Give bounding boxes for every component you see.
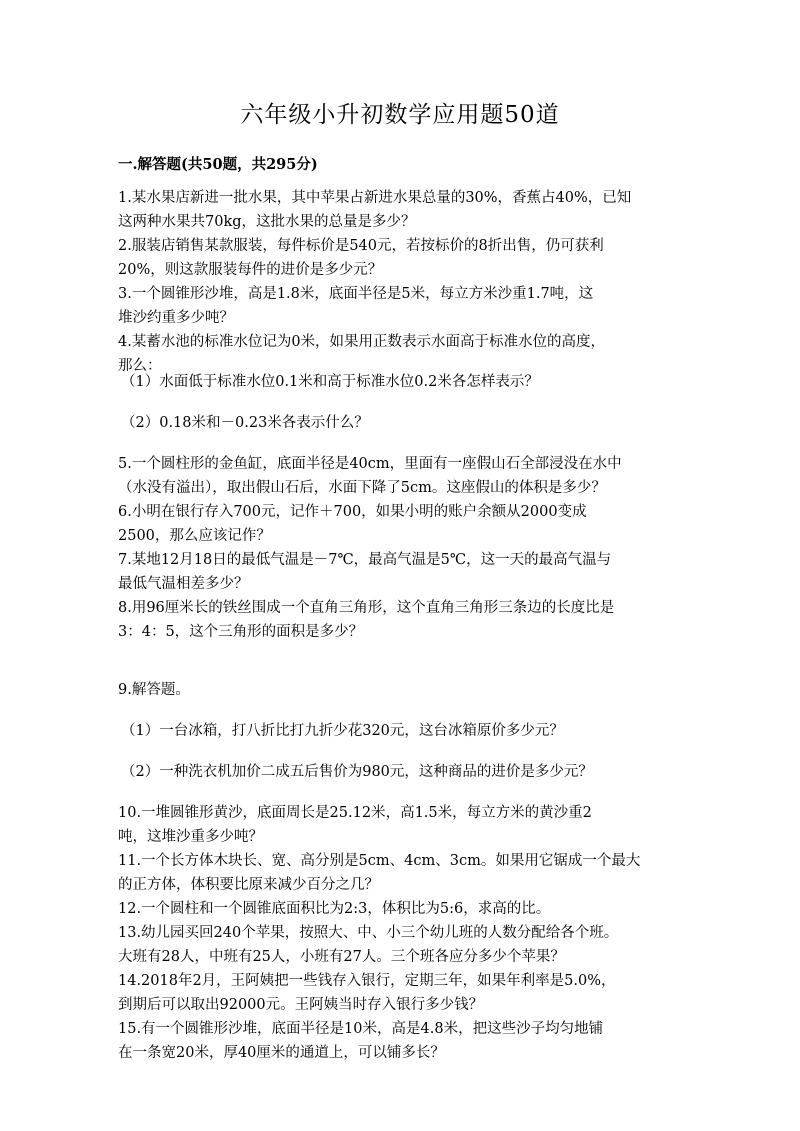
question-1 (118, 186, 688, 234)
question-line: （1）一台冰箱，打八折比打九折少花320元，这台冰箱原价多少元？ (121, 723, 564, 739)
question-line: 13.幼儿园买回240个苹果，按照大、中、小三个幼儿班的人数分配给各个班。 (118, 925, 619, 941)
question-13 (118, 921, 688, 969)
question-line: 12.一个圆柱和一个圆锥底面积比为2:3，体积比为5:6，求高的比。 (118, 901, 551, 917)
question-line: （2）0.18米和－0.23米各表示什么？ (121, 415, 369, 431)
question-line: 堆沙约重多少吨？ (118, 310, 234, 326)
question-line: 2.服装店销售某款服装，每件标价是540元，若按标价的8折出售，仍可获利 (118, 238, 604, 254)
question-line: 14.2018年2月，王阿姨把一些钱存入银行，定期三年，如果年利率是5.0%， (118, 973, 616, 989)
section-heading: 一.解答题(共50题，共295分) (118, 156, 318, 173)
question-line: 3.一个圆锥形沙堆，高是1.8米，底面半径是5米，每立方米沙重1.7吨，这 (118, 286, 594, 302)
question-line: 10.一堆圆锥形黄沙，底面周长是25.12米，高1.5米，每立方米的黄沙重2 (118, 805, 592, 821)
question-9-part-2 (118, 760, 688, 784)
question-4-part-1 (118, 370, 688, 394)
question-line: 到期后可以取出92000元。王阿姨当时存入银行多少钱？ (118, 997, 484, 1013)
question-line: 4.某蓄水池的标准水位记为0米，如果用正数表示水面高于标准水位的高度， (118, 334, 606, 350)
question-line: 的正方体，体积要比原来减少百分之几？ (118, 877, 379, 893)
question-line: 1.某水果店新进一批水果，其中苹果占新进水果总量的30%，香蕉占40%，已知 (118, 190, 632, 206)
question-8 (118, 596, 688, 644)
question-15 (118, 1017, 688, 1065)
page-title: 六年级小升初数学应用题50道 (240, 102, 560, 128)
question-line: 这两种水果共70kg，这批水果的总量是多少？ (118, 214, 416, 230)
question-line: 5.一个圆柱形的金鱼缸，底面半径是40cm，里面有一座假山石全部浸没在水中 (118, 456, 622, 472)
question-line: 最低气温相差多少？ (118, 576, 249, 592)
question-line: （1）水面低于标准水位0.1米和高于标准水位0.2米各怎样表示？ (121, 374, 539, 390)
question-line: 那么： (118, 358, 162, 374)
question-5 (118, 452, 688, 500)
question-line: （水没有溢出），取出假山石后，水面下降了5cm。这座假山的体积是多少？ (118, 480, 606, 496)
question-line: 9.解答题。 (118, 682, 190, 698)
question-9-part-1 (118, 719, 688, 743)
question-line: 2500，那么应该记作？ (118, 528, 271, 544)
question-9 (118, 678, 688, 702)
question-11 (118, 849, 688, 897)
question-6 (118, 500, 688, 548)
question-7 (118, 548, 688, 596)
question-line: 6.小明在银行存入700元，记作＋700，如果小明的账户余额从2000变成 (118, 504, 587, 520)
question-14 (118, 969, 688, 1017)
question-line: 大班有28人，中班有25人，小班有27人。三个班各应分多少个苹果？ (118, 949, 565, 965)
question-line: 7.某地12月18日的最低气温是－7℃，最高气温是5℃，这一天的最高气温与 (118, 552, 612, 568)
question-3 (118, 282, 688, 330)
question-12 (118, 897, 688, 921)
question-line: 8.用96厘米长的铁丝围成一个直角三角形，这个直角三角形三条边的长度比是 (118, 600, 615, 616)
question-line: 15.有一个圆锥形沙堆，底面半径是10米，高是4.8米，把这些沙子均匀地铺 (118, 1021, 604, 1037)
question-2 (118, 234, 688, 282)
question-10 (118, 801, 688, 849)
question-line: 20%，则这款服装每件的进价是多少元？ (118, 262, 383, 278)
question-line: 在一条宽20米，厚40厘米的通道上，可以铺多长？ (118, 1045, 445, 1061)
question-4-part-2 (118, 411, 688, 435)
question-line: 吨，这堆沙重多少吨？ (118, 829, 263, 845)
question-line: 11.一个长方体木块长、宽、高分别是5cm、4cm、3cm。如果用它锯成一个最大 (118, 853, 641, 869)
question-line: （2）一种洗衣机加价二成五后售价为980元，这种商品的进价是多少元？ (121, 764, 593, 780)
question-line: 3：4：5，这个三角形的面积是多少？ (118, 624, 364, 640)
